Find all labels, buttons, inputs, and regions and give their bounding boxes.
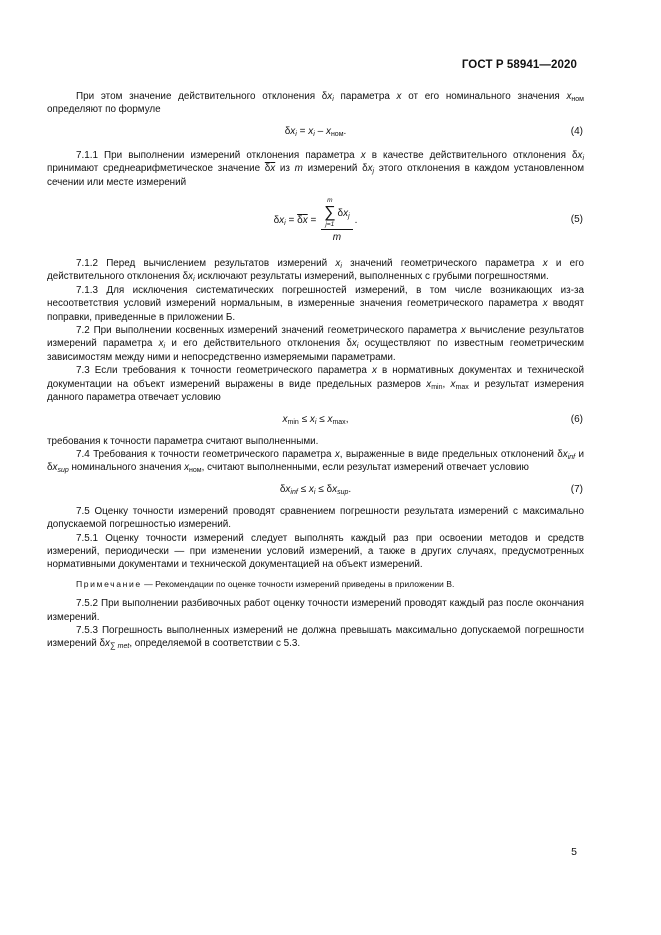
formula-7: $\delta x_{inf} \le x_i \le \delta x_{sup}$. (7) [279, 483, 583, 496]
paragraph-7-1-3: 7.1.3 Для исключения систематических погрешностей измерений, в том числе возникающих из-за несоответствия условий измерений нормальным, в измеренные значения геометрического параметра x вводят поправки, приведенные в приложении Б. [47, 284, 584, 323]
paragraph-7-4: 7.4 Требования к точности геометрического параметра x, выраженные в виде предельных отклонений $\delta x_{inf}$ и $\delta x_{sup}$ номинального значения $x_{ном}$, считают выполненными, если результат измерений отвечает условию [47, 448, 584, 475]
paragraph-7-1-1: 7.1.1 При выполнении измерений отклонения параметра x в качестве действительного отклонения $\delta x_i$ принимают среднеарифметическое значение δx из m измерений $\delta x_j$ этого отклонения в каждом установленном сечении или месте измерений [47, 149, 584, 188]
paragraph-7-5: 7.5 Оценку точности измерений проводят сравнением погрешности результата измерений с максимально допускаемой погрешностью измерений. [47, 505, 584, 531]
formula-5: $\delta x_i = \delta x$ = m ∑ j=1 $\delta x_j$ m . (5) [273, 197, 583, 244]
note: Примечание — Рекомендации по оценке точности измерений приведены в приложении В. [76, 578, 455, 589]
page-body [47, 90, 584, 651]
paragraph-7-3: 7.3 Если требования к точности геометрического параметра x в нормативных документах и технической документации на объект измерений выражены в виде предельных размеров $x_{min}$, $x_{max}$ и результат измерения данного параметра отвечает условию [47, 365, 584, 404]
paragraph-7-2: 7.2 При выполнении косвенных измерений значений геометрического параметра x вычисление результатов измерений параметра $x_i$ и его действительного отклонения $\delta x_i$ осуществляют по известным геометрическим зависимостям между ними и непосредственно измеряемыми параметрами. [47, 325, 584, 363]
formula-number: (5) [570, 214, 583, 226]
paragraph-7-5-1: 7.5.1 Оценку точности измерений следует выполнять каждый раз при освоении методов и средств измерений, периодически — при изменении условий измерений, а также в других случаях, предусмотренных нормативными документами и технической документацией на объект измерений. [47, 532, 584, 571]
paragraph-7-5-3: 7.5.3 Погрешность выполненных измерений не должна превышать максимально допускаемой погрешности измерений $\delta x_{\sum met}$, определяемой в соответствии с 5.3. [47, 624, 584, 651]
formula-number: (7) [570, 483, 583, 495]
paragraph-7-1-2: 7.1.2 Перед вычислением результатов измерений $x_i$ значений геометрического параметра x и его действительного отклонения $\delta x_i$ исключают результаты измерений, выполненных с грубыми погрешностями. [47, 258, 584, 284]
paragraph-7-5-2: 7.5.2 При выполнении разбивочных работ оценку точности измерений проводят каждый раз после окончания измерений. [47, 598, 584, 623]
paragraph: требования к точности параметра считают выполненными. [47, 435, 319, 447]
formula-number: (6) [570, 413, 583, 425]
note-label: Примечание [76, 578, 142, 589]
paragraph: При этом значение действительного отклонения $\delta x_i$ параметра x от его номинального значения $x_{ном}$ определяют по формуле [47, 91, 584, 116]
document-header: ГОСТ Р 58941—2020 [461, 59, 577, 71]
formula-6: $x_{min} \le x_i \le x_{max}$, (6) [282, 413, 583, 426]
formula-number: (4) [570, 125, 583, 137]
page-number: 5 [571, 846, 577, 858]
formula-4: $\delta x_i = x_i - x_{ном}$. (4) [284, 125, 583, 138]
